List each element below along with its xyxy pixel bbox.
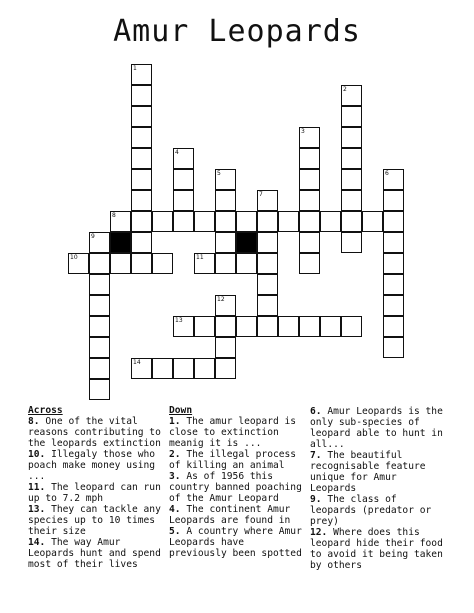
clue-number: 3.: [169, 471, 181, 482]
grid-cell[interactable]: [341, 127, 362, 148]
grid-cell[interactable]: [89, 358, 110, 379]
grid-cell[interactable]: [278, 211, 299, 232]
clue-number: 7.: [310, 450, 322, 461]
clue-item: [28, 449, 166, 482]
clue-number: 1: [133, 65, 137, 72]
clue-text: The way Amur Leopards hunt and spend most of their lives: [28, 537, 161, 570]
clue-number: 2: [343, 86, 347, 93]
grid-cell[interactable]: [131, 253, 152, 274]
across-clues: [28, 405, 166, 570]
clue-item: [169, 416, 307, 449]
clue-number: 13: [175, 317, 183, 324]
clue-number: 12: [217, 296, 225, 303]
grid-cell[interactable]: [131, 127, 152, 148]
grid-cell[interactable]: [215, 337, 236, 358]
grid-cell[interactable]: [89, 253, 110, 274]
clue-number: 10.: [28, 449, 46, 460]
grid-cell[interactable]: [194, 253, 215, 274]
grid-cell[interactable]: [341, 106, 362, 127]
grid-cell[interactable]: [341, 211, 362, 232]
black-cell: [110, 232, 131, 253]
grid-cell[interactable]: [215, 190, 236, 211]
grid-cell[interactable]: [89, 274, 110, 295]
grid-cell[interactable]: [215, 316, 236, 337]
clue-number: 6.: [310, 406, 322, 417]
grid-cell[interactable]: [131, 64, 152, 85]
grid-cell[interactable]: [152, 211, 173, 232]
grid-cell[interactable]: [383, 295, 404, 316]
clue-item: [169, 449, 307, 471]
clue-number: 14.: [28, 537, 46, 548]
clue-number: 12.: [310, 527, 328, 538]
grid-cell[interactable]: [278, 316, 299, 337]
clue-number: 11.: [28, 482, 46, 493]
grid-cell[interactable]: [236, 316, 257, 337]
grid-cell[interactable]: [131, 232, 152, 253]
grid-cell[interactable]: [215, 295, 236, 316]
grid-cell[interactable]: [131, 358, 152, 379]
grid-cell[interactable]: [173, 148, 194, 169]
clue-number: 14: [133, 359, 141, 366]
clue-text: Amur Leopards is the only sub-species of leopard able to hunt in all...: [310, 406, 443, 450]
across-heading: Across: [28, 405, 63, 416]
grid-cell[interactable]: [257, 232, 278, 253]
clue-text: Where does this leopard hide their food to avoid it being taken by others: [310, 527, 443, 571]
grid-cell[interactable]: [173, 190, 194, 211]
grid-cell[interactable]: [257, 211, 278, 232]
clue-number: 5.: [169, 526, 181, 537]
grid-cell[interactable]: [131, 211, 152, 232]
clue-item: [310, 406, 448, 450]
clue-item: [28, 537, 166, 570]
grid-cell[interactable]: [383, 337, 404, 358]
grid-cell[interactable]: [341, 169, 362, 190]
clue-text: The beautiful recognisable feature unique for Amur Leopards: [310, 450, 426, 494]
clue-item: [28, 504, 166, 537]
grid-cell[interactable]: [383, 253, 404, 274]
grid-cell[interactable]: [383, 169, 404, 190]
clue-text: As of 1956 this country banned poaching of the Amur Leopard: [169, 471, 302, 504]
grid-cell[interactable]: [299, 316, 320, 337]
grid-cell[interactable]: [173, 358, 194, 379]
grid-cell[interactable]: [215, 253, 236, 274]
grid-cell[interactable]: [341, 148, 362, 169]
grid-cell[interactable]: [89, 379, 110, 400]
clue-number: 7: [259, 191, 263, 198]
clue-text: The amur leopard is close to extinction meanig it is ...: [169, 416, 297, 449]
grid-cell[interactable]: [341, 232, 362, 253]
clue-number: 9.: [310, 494, 322, 505]
grid-cell[interactable]: [236, 211, 257, 232]
clue-text: They can tackle any species up to 10 times their size: [28, 504, 161, 537]
grid-cell[interactable]: [89, 295, 110, 316]
grid-cell[interactable]: [383, 316, 404, 337]
grid-cell[interactable]: [341, 316, 362, 337]
grid-cell[interactable]: [383, 211, 404, 232]
clue-text: The illegal process of killing an animal: [169, 449, 297, 471]
grid-cell[interactable]: [299, 232, 320, 253]
clue-item: [169, 471, 307, 504]
grid-cell[interactable]: [194, 316, 215, 337]
grid-cell[interactable]: [299, 190, 320, 211]
clue-item: [310, 527, 448, 571]
clue-text: One of the vital reasons contributing to the leopards extinction: [28, 416, 161, 449]
clue-number: 10: [70, 254, 78, 261]
grid-cell[interactable]: [131, 106, 152, 127]
clue-item: [310, 494, 448, 527]
down-heading: Down: [169, 405, 193, 416]
grid-cell[interactable]: [131, 148, 152, 169]
grid-cell[interactable]: [341, 190, 362, 211]
grid-cell[interactable]: [173, 169, 194, 190]
clue-number: 11: [196, 254, 204, 261]
grid-cell[interactable]: [215, 211, 236, 232]
grid-cell[interactable]: [383, 274, 404, 295]
grid-cell[interactable]: [299, 169, 320, 190]
clue-text: Illegaly those who poach make money using ...: [28, 449, 156, 482]
down-clues: [169, 405, 307, 559]
grid-cell[interactable]: [299, 211, 320, 232]
black-cell: [236, 232, 257, 253]
grid-cell[interactable]: [215, 169, 236, 190]
grid-cell[interactable]: [320, 211, 341, 232]
grid-cell[interactable]: [299, 148, 320, 169]
grid-cell[interactable]: [299, 253, 320, 274]
clue-number: 6: [385, 170, 389, 177]
clue-number: 13.: [28, 504, 46, 515]
grid-cell[interactable]: [236, 253, 257, 274]
grid-cell[interactable]: [131, 85, 152, 106]
clue-text: The leopard can run up to 7.2 mph: [28, 482, 161, 504]
grid-cell[interactable]: [89, 316, 110, 337]
clue-number: 5: [217, 170, 221, 177]
clue-text: A country where Amur Leopards have previously been spotted: [169, 526, 302, 559]
clue-item: [28, 416, 166, 449]
clue-item: [28, 482, 166, 504]
grid-cell[interactable]: [152, 358, 173, 379]
puzzle-title: Amur Leopards: [113, 14, 361, 49]
grid-cell[interactable]: [299, 127, 320, 148]
grid-cell[interactable]: [110, 211, 131, 232]
clue-number: 8: [112, 212, 116, 219]
grid-cell[interactable]: [131, 169, 152, 190]
grid-cell[interactable]: [110, 253, 131, 274]
grid-cell[interactable]: [68, 253, 89, 274]
grid-cell[interactable]: [173, 316, 194, 337]
grid-cell[interactable]: [215, 232, 236, 253]
grid-cell[interactable]: [320, 316, 341, 337]
grid-cell[interactable]: [257, 295, 278, 316]
grid-cell[interactable]: [383, 190, 404, 211]
clue-number: 9: [91, 233, 95, 240]
grid-cell[interactable]: [257, 274, 278, 295]
grid-cell[interactable]: [173, 211, 194, 232]
grid-cell[interactable]: [362, 211, 383, 232]
clue-number: 2.: [169, 449, 181, 460]
grid-cell[interactable]: [257, 316, 278, 337]
clue-item: [169, 526, 307, 559]
clue-text: The class of leopards (predator or prey): [310, 494, 432, 527]
clue-number: 3: [301, 128, 305, 135]
grid-cell[interactable]: [152, 253, 173, 274]
clue-text: The continent Amur Leopards are found in: [169, 504, 291, 526]
clue-item: [169, 504, 307, 526]
grid-cell[interactable]: [257, 253, 278, 274]
grid-cell[interactable]: [215, 358, 236, 379]
clue-number: 4.: [169, 504, 181, 515]
grid-cell[interactable]: [257, 190, 278, 211]
grid-cell[interactable]: [341, 85, 362, 106]
clue-item: [310, 450, 448, 494]
clue-number: 4: [175, 149, 179, 156]
grid-cell[interactable]: [194, 211, 215, 232]
grid-cell[interactable]: [89, 232, 110, 253]
clue-number: 1.: [169, 416, 181, 427]
clue-number: 8.: [28, 416, 40, 427]
grid-cell[interactable]: [194, 358, 215, 379]
grid-cell[interactable]: [89, 337, 110, 358]
down-clues-continued: [310, 406, 448, 571]
grid-cell[interactable]: [383, 232, 404, 253]
grid-cell[interactable]: [131, 190, 152, 211]
